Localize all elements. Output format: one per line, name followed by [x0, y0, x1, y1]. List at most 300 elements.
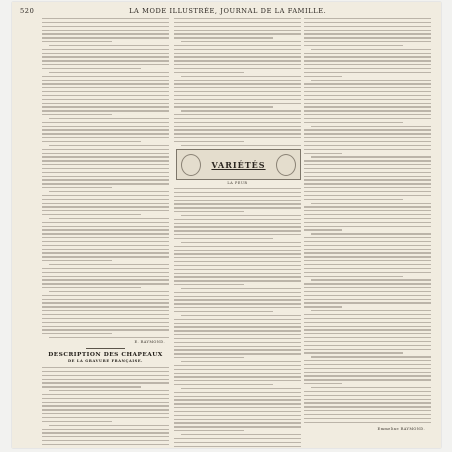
- text-line: [174, 60, 301, 61]
- text-line: [174, 349, 301, 350]
- text-line: [181, 434, 301, 435]
- section-banner: [176, 149, 301, 180]
- text-line: [304, 299, 431, 300]
- text-line: [42, 333, 112, 334]
- text-line: [42, 252, 169, 253]
- text-line: [304, 345, 431, 346]
- text-line: [174, 234, 301, 235]
- text-line: [181, 145, 301, 146]
- text-line: [304, 103, 431, 104]
- text-line: [42, 106, 169, 107]
- text-line: [304, 360, 431, 361]
- text-line: [304, 179, 431, 180]
- text-line: [304, 191, 431, 192]
- text-line: [174, 422, 301, 423]
- ornament-right: [276, 154, 296, 176]
- text-line: [174, 253, 301, 254]
- text-line: [42, 60, 169, 61]
- text-line: [42, 386, 141, 387]
- text-line: [304, 264, 431, 265]
- section-subtitle: DE LA GRAVURE FRANÇAISE.: [67, 359, 144, 363]
- text-line: [42, 183, 169, 184]
- text-line: [304, 95, 431, 96]
- text-line: [42, 260, 112, 261]
- text-line: [304, 283, 431, 284]
- text-line: [174, 45, 301, 46]
- text-line: [174, 346, 301, 347]
- text-line: [174, 261, 301, 262]
- text-line: [304, 137, 431, 138]
- text-line: [174, 430, 244, 431]
- text-line: [174, 106, 273, 107]
- text-line: [174, 396, 301, 397]
- text-line: [49, 425, 169, 426]
- text-line: [42, 110, 169, 111]
- text-line: [42, 26, 169, 27]
- text-line: [174, 207, 301, 208]
- text-line: [304, 329, 431, 330]
- text-line: [174, 442, 301, 443]
- text-line: [42, 306, 169, 307]
- text-line: [42, 99, 169, 100]
- page-header: [12, 6, 441, 15]
- text-line: [304, 237, 431, 238]
- text-line: [304, 133, 431, 134]
- text-line: [42, 160, 169, 161]
- text-line: [42, 222, 169, 223]
- text-line: [42, 22, 169, 23]
- text-line: [174, 411, 301, 412]
- text-line: [174, 33, 301, 34]
- text-line: [42, 37, 169, 38]
- text-line: [174, 133, 301, 134]
- text-line: [42, 226, 169, 227]
- text-line: [304, 30, 431, 31]
- text-line: [42, 95, 169, 96]
- body-text-block: [304, 18, 431, 425]
- text-line: [42, 233, 169, 234]
- text-line: [181, 388, 301, 389]
- text-line: [174, 303, 301, 304]
- text-line: [42, 156, 169, 157]
- text-line: [304, 64, 431, 65]
- text-line: [304, 164, 431, 165]
- text-line: [304, 26, 431, 27]
- text-line: [304, 176, 431, 177]
- text-line: [174, 265, 301, 266]
- text-line: [174, 334, 301, 335]
- text-line: [42, 283, 169, 284]
- text-line: [304, 375, 431, 376]
- text-line: [304, 83, 431, 84]
- text-line: [174, 365, 301, 366]
- text-line: [42, 56, 169, 57]
- text-line: [42, 187, 112, 188]
- text-line: [304, 214, 431, 215]
- text-line: [304, 368, 431, 369]
- text-line: [174, 403, 301, 404]
- text-line: [49, 291, 169, 292]
- text-line: [174, 426, 301, 427]
- text-line: [304, 406, 431, 407]
- text-line: [42, 421, 112, 422]
- text-line: [304, 222, 431, 223]
- text-line: [304, 291, 431, 292]
- newspaper-page: [12, 2, 441, 448]
- text-line: [174, 103, 301, 104]
- text-line: [304, 145, 431, 146]
- signature: Emmeline RAYMOND.: [377, 427, 425, 431]
- text-line: [174, 56, 301, 57]
- body-text-block: [42, 18, 169, 341]
- text-line: [174, 250, 301, 251]
- text-line: [304, 199, 403, 200]
- text-line: [174, 126, 301, 127]
- text-line: [304, 256, 431, 257]
- text-line: [304, 56, 431, 57]
- text-line: [42, 126, 169, 127]
- text-line: [42, 68, 141, 69]
- text-line: [42, 310, 169, 311]
- text-line: [304, 129, 431, 130]
- text-line: [304, 333, 431, 334]
- text-line: [174, 200, 301, 201]
- text-line: [304, 22, 431, 23]
- text-line: [304, 110, 431, 111]
- text-line: [42, 18, 169, 19]
- text-line: [174, 91, 301, 92]
- text-line: [174, 80, 301, 81]
- text-line: [49, 264, 169, 265]
- text-line: [304, 160, 431, 161]
- text-line: [304, 399, 431, 400]
- text-line: [304, 76, 342, 77]
- text-line: [42, 314, 169, 315]
- text-line: [304, 226, 431, 227]
- text-line: [181, 215, 301, 216]
- text-line: [174, 369, 301, 370]
- text-line: [49, 337, 169, 338]
- text-line: [42, 268, 169, 269]
- text-line: [42, 371, 169, 372]
- text-line: [304, 53, 431, 54]
- text-line: [304, 395, 431, 396]
- text-line: [174, 299, 301, 300]
- text-line: [42, 436, 169, 437]
- text-line: [42, 302, 169, 303]
- text-line: [174, 357, 244, 358]
- text-line: [174, 419, 301, 420]
- text-line: [174, 114, 301, 115]
- text-line: [174, 392, 301, 393]
- text-line: [311, 126, 431, 127]
- text-line: [304, 218, 431, 219]
- text-line: [181, 242, 301, 243]
- text-line: [42, 409, 169, 410]
- text-line: [42, 172, 169, 173]
- text-line: [304, 391, 431, 392]
- text-line: [42, 413, 169, 414]
- section-heading: [42, 352, 169, 363]
- text-line: [304, 272, 431, 273]
- text-line: [304, 106, 431, 107]
- text-line: [49, 390, 169, 391]
- text-line: [42, 41, 112, 42]
- text-line: [174, 192, 301, 193]
- text-line: [42, 405, 169, 406]
- text-line: [174, 276, 301, 277]
- text-line: [42, 195, 169, 196]
- text-line: [42, 91, 169, 92]
- text-line: [174, 68, 301, 69]
- text-line: [174, 269, 301, 270]
- text-line: [181, 41, 301, 42]
- text-line: [42, 329, 169, 330]
- text-line: [174, 323, 301, 324]
- text-line: [304, 37, 431, 38]
- text-line: [174, 118, 301, 119]
- text-line: [174, 129, 301, 130]
- text-line: [304, 68, 431, 69]
- text-line: [49, 118, 169, 119]
- text-line: [174, 72, 244, 73]
- text-line: [304, 306, 342, 307]
- text-line: [42, 322, 169, 323]
- text-line: [174, 83, 301, 84]
- text-line: [42, 402, 169, 403]
- text-line: [304, 422, 431, 423]
- text-line: [304, 326, 431, 327]
- text-line: [311, 156, 431, 157]
- text-line: [304, 33, 431, 34]
- text-line: [42, 49, 169, 50]
- text-line: [174, 380, 301, 381]
- text-line: [304, 122, 403, 123]
- text-line: [42, 440, 169, 441]
- text-line: [181, 76, 301, 77]
- text-line: [174, 326, 301, 327]
- text-line: [42, 394, 169, 395]
- text-line: [174, 273, 301, 274]
- body-text-block: [174, 188, 301, 448]
- text-line: [174, 292, 301, 293]
- text-line: [174, 26, 301, 27]
- text-line: [174, 407, 301, 408]
- text-line: [174, 342, 301, 343]
- text-line: [49, 218, 169, 219]
- page-number: 520: [20, 6, 35, 15]
- text-line: [42, 229, 169, 230]
- text-line: [42, 141, 141, 142]
- text-line: [304, 295, 431, 296]
- text-line: [174, 122, 301, 123]
- text-line: [304, 91, 431, 92]
- text-line: [304, 383, 342, 384]
- text-line: [304, 410, 431, 411]
- text-line: [174, 22, 301, 23]
- text-line: [174, 137, 301, 138]
- text-line: [42, 417, 169, 418]
- text-line: [304, 168, 431, 169]
- text-line: [42, 276, 169, 277]
- text-line: [174, 230, 301, 231]
- text-line: [42, 33, 169, 34]
- text-line: [42, 429, 169, 430]
- text-line: [42, 432, 169, 433]
- text-line: [42, 256, 169, 257]
- text-line: [304, 229, 342, 230]
- text-line: [174, 49, 301, 50]
- text-line: [181, 315, 301, 316]
- text-line: [49, 191, 169, 192]
- text-line: [42, 249, 169, 250]
- text-line: [42, 326, 169, 327]
- text-line: [42, 153, 169, 154]
- text-line: [42, 133, 169, 134]
- text-line: [49, 45, 169, 46]
- text-line: [174, 238, 273, 239]
- text-line: [181, 361, 301, 362]
- text-line: [42, 64, 169, 65]
- text-line: [174, 373, 301, 374]
- text-line: [304, 249, 431, 250]
- text-line: [304, 183, 431, 184]
- text-line: [304, 241, 431, 242]
- text-line: [311, 203, 431, 204]
- text-line: [174, 280, 301, 281]
- text-line: [174, 18, 301, 19]
- text-line: [304, 195, 431, 196]
- ornament-left: [181, 154, 201, 176]
- text-line: [304, 418, 431, 419]
- text-line: [174, 415, 301, 416]
- text-line: [311, 233, 431, 234]
- text-line: [42, 168, 169, 169]
- text-line: [42, 379, 169, 380]
- text-line: [42, 295, 169, 296]
- text-line: [304, 337, 431, 338]
- text-line: [174, 37, 273, 38]
- text-line: [304, 252, 431, 253]
- text-line: [42, 444, 169, 445]
- text-line: [304, 87, 431, 88]
- text-line: [311, 356, 431, 357]
- text-line: [304, 99, 431, 100]
- text-line: [42, 318, 169, 319]
- text-line: [42, 53, 169, 54]
- text-line: [174, 99, 301, 100]
- text-line: [174, 196, 301, 197]
- text-line: [42, 129, 169, 130]
- text-line: [304, 364, 431, 365]
- text-line: [42, 83, 169, 84]
- text-line: [304, 260, 431, 261]
- text-line: [42, 203, 169, 204]
- article-title: LA PEUR: [227, 181, 248, 185]
- text-line: [49, 72, 169, 73]
- text-line: [174, 223, 301, 224]
- text-line: [174, 284, 244, 285]
- section-title: DESCRIPTION DES CHAPEAUX: [48, 352, 163, 358]
- text-line: [174, 203, 301, 204]
- text-line: [304, 206, 431, 207]
- text-line: [174, 446, 301, 447]
- text-line: [304, 414, 431, 415]
- text-line: [42, 179, 169, 180]
- text-line: [42, 279, 169, 280]
- text-line: [42, 199, 169, 200]
- text-line: [304, 153, 342, 154]
- text-line: [304, 245, 431, 246]
- text-line: [174, 64, 301, 65]
- text-line: [174, 53, 301, 54]
- text-line: [42, 114, 112, 115]
- text-line: [311, 387, 431, 388]
- text-line: [174, 438, 301, 439]
- text-line: [42, 398, 169, 399]
- text-line: [304, 268, 431, 269]
- text-line: [174, 399, 301, 400]
- text-line: [304, 172, 431, 173]
- text-line: [304, 118, 431, 119]
- text-line: [311, 49, 431, 50]
- body-text-block: [42, 367, 169, 448]
- text-line: [42, 30, 169, 31]
- text-line: [174, 257, 301, 258]
- text-line: [304, 276, 403, 277]
- text-line: [311, 80, 431, 81]
- text-line: [304, 322, 431, 323]
- text-line: [304, 141, 431, 142]
- text-line: [42, 122, 169, 123]
- text-line: [42, 137, 169, 138]
- text-line: [42, 87, 169, 88]
- text-line: [304, 352, 403, 353]
- text-line: [174, 384, 273, 385]
- text-line: [42, 164, 169, 165]
- text-line: [174, 246, 301, 247]
- text-line: [304, 302, 431, 303]
- text-line: [304, 372, 431, 373]
- text-line: [174, 95, 301, 96]
- text-line: [174, 319, 301, 320]
- divider: [86, 348, 124, 349]
- text-line: [42, 375, 169, 376]
- text-line: [174, 376, 301, 377]
- text-line: [42, 103, 169, 104]
- text-line: [304, 187, 431, 188]
- text-line: [174, 219, 301, 220]
- text-line: [304, 210, 431, 211]
- text-line: [311, 279, 431, 280]
- text-line: [174, 226, 301, 227]
- text-line: [42, 272, 169, 273]
- text-line: [42, 241, 169, 242]
- text-line: [42, 80, 169, 81]
- text-line: [42, 237, 169, 238]
- text-line: [174, 30, 301, 31]
- text-line: [42, 367, 169, 368]
- text-line: [42, 299, 169, 300]
- text-line: [181, 110, 301, 111]
- text-line: [42, 214, 141, 215]
- text-line: [304, 287, 431, 288]
- text-line: [304, 318, 431, 319]
- text-line: [174, 296, 301, 297]
- text-line: [42, 176, 169, 177]
- signature: E. RAYMOND.: [134, 340, 165, 344]
- text-line: [42, 287, 141, 288]
